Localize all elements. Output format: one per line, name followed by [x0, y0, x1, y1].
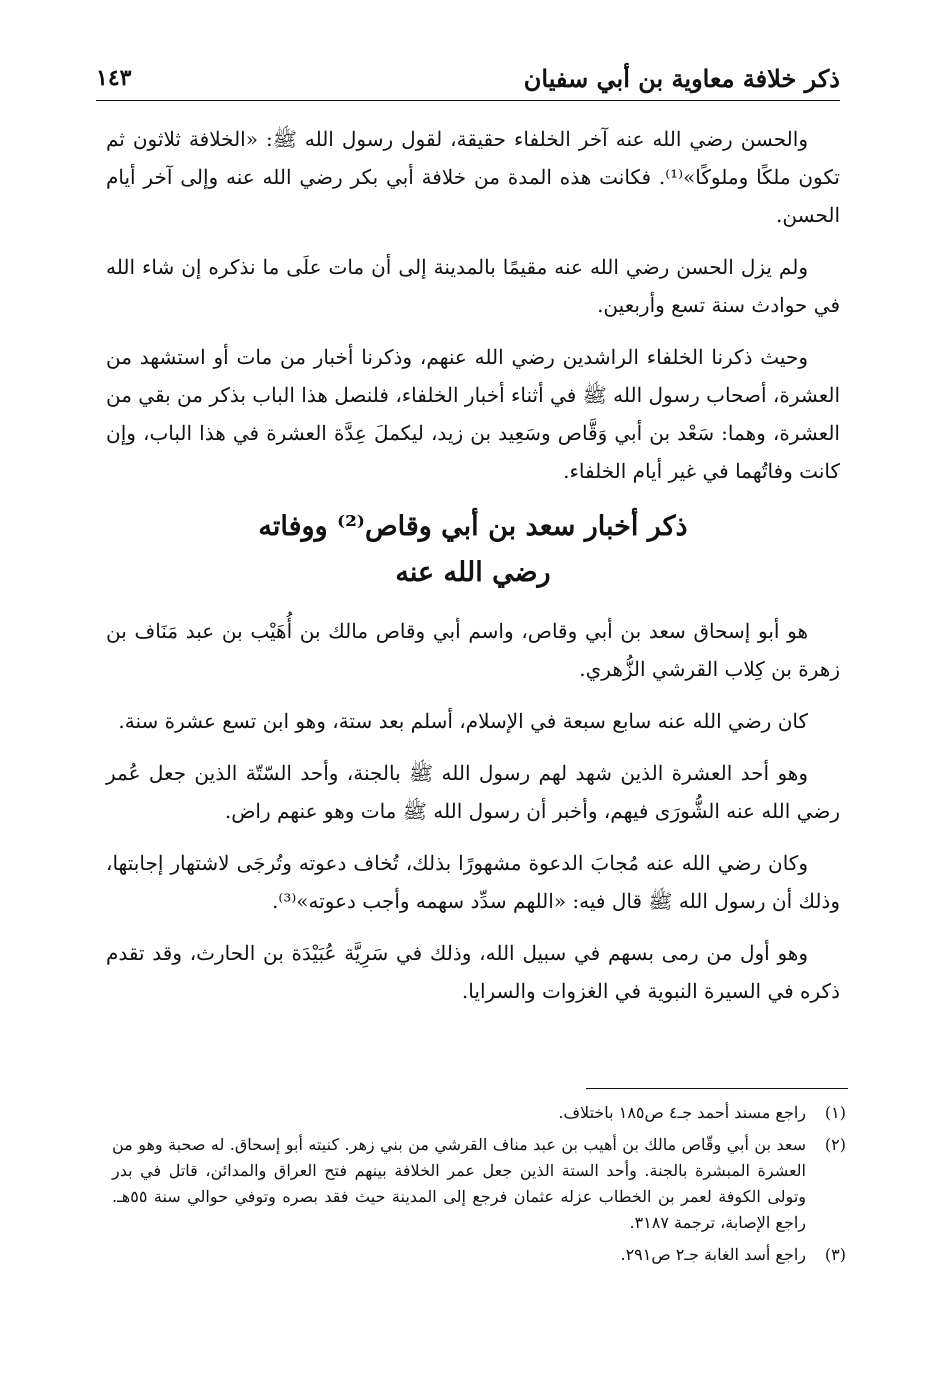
footnotes [112, 1100, 846, 1274]
paragraph: وكان رضي الله عنه مُجابَ الدعوة مشهورًا بذلك، تُخاف دعوته وتُرجَى لاشتهار إجابتها، وذلك أن رسول الله ﷺ قال فيه: «اللهم سدِّد سهمه وأجب دعوته»⁽³⁾. [106, 851, 840, 913]
footnote-item [112, 1242, 846, 1268]
footnote-number: (٢) [824, 1135, 846, 1154]
paragraph: وهو أول من رمى بسهم في سبيل الله، وذلك في سَرِيَّة عُبَيْدَة بن الحارث، وقد تقدم ذكره في السيرة النبوية في الغزوات والسرايا. [106, 941, 840, 1003]
running-title: ذكر خلافة معاوية بن أبي سفيان [523, 63, 840, 93]
paragraph: هو أبو إسحاق سعد بن أبي وقاص، واسم أبي وقاص مالك بن أُهَيْب بن عبد مَنَاف بن زهرة بن كِلاب القرشي الزُّهري. [106, 619, 840, 681]
footnote-divider [586, 1088, 848, 1089]
section-heading-line: ذكر أخبار سعد بن أبي وقاص⁽²⁾ ووفاته [258, 511, 688, 542]
footnote-text: سعد بن أبي وقّاص مالك بن أهيب بن عبد مناف القرشي من بني زهر. كنيته أبو إسحاق. له صحبة وهو من العشرة المبشرة بالجنة. وأحد الستة الذين جعل عمر الخلافة بينهم فتح العراق والمدائن، قاتل في بدر وتولى الكوفة لعمر بن الخطاب عزله عثمان فرجع إلى المدينة حيث فقد بصره وتوفي حوالي سنة ٥٥هـ. راجع الإصابة، ترجمة ٣١٨٧. [112, 1135, 807, 1232]
footnote-number: (١) [824, 1103, 846, 1122]
paragraph: وحيث ذكرنا الخلفاء الراشدين رضي الله عنهم، وذكرنا أخبار من مات أو استشهد من العشرة، أصحاب رسول الله ﷺ في أثناء أخبار الخلفاء، فلنصل هذا الباب بذكر من بقي من العشرة، وهما: سَعْد بن أبي وَقَّاص وسَعِيد بن زيد، ليكملَ عِدَّة العشرة في هذا الباب، وإن كانت وفاتُهما في غير أيام الخلفاء. [106, 345, 840, 483]
main-text [106, 120, 840, 1024]
footnote-text: راجع أسد الغابة جـ٢ ص٢٩١. [620, 1245, 806, 1264]
section-heading-line: رضي الله عنه [395, 557, 551, 588]
paragraph: وهو أحد العشرة الذين شهد لهم رسول الله ﷺ بالجنة، وأحد السّتّة الذين جعل عُمر رضي الله عنه الشُّورَى فيهم، وأخبر أن رسول الله ﷺ مات وهو عنهم راض. [106, 761, 840, 823]
paragraph: كان رضي الله عنه سابع سبعة في الإسلام، أسلم بعد ستة، وهو ابن تسع عشرة سنة. [118, 709, 808, 733]
footnote-text: راجع مسند أحمد جـ٤ ص١٨٥ باختلاف. [558, 1103, 806, 1122]
paragraph: ولم يزل الحسن رضي الله عنه مقيمًا بالمدينة إلى أن مات علَى ما نذكره إن شاء الله في حوادث سنة تسع وأربعين. [106, 255, 840, 317]
section-heading [106, 504, 840, 596]
page-header [96, 56, 840, 101]
footnote-number: (٣) [824, 1245, 846, 1264]
footnote-item [112, 1132, 846, 1236]
page-number: ١٤٣ [96, 65, 132, 91]
footnote-item [112, 1100, 846, 1126]
paragraph: والحسن رضي الله عنه آخر الخلفاء حقيقة، لقول رسول الله ﷺ: «الخلافة ثلاثون ثم تكون ملكًا وملوكًا»⁽¹⁾. فكانت هذه المدة من خلافة أبي بكر رضي الله عنه وإلى آخر أيام الحسن. [106, 127, 840, 227]
